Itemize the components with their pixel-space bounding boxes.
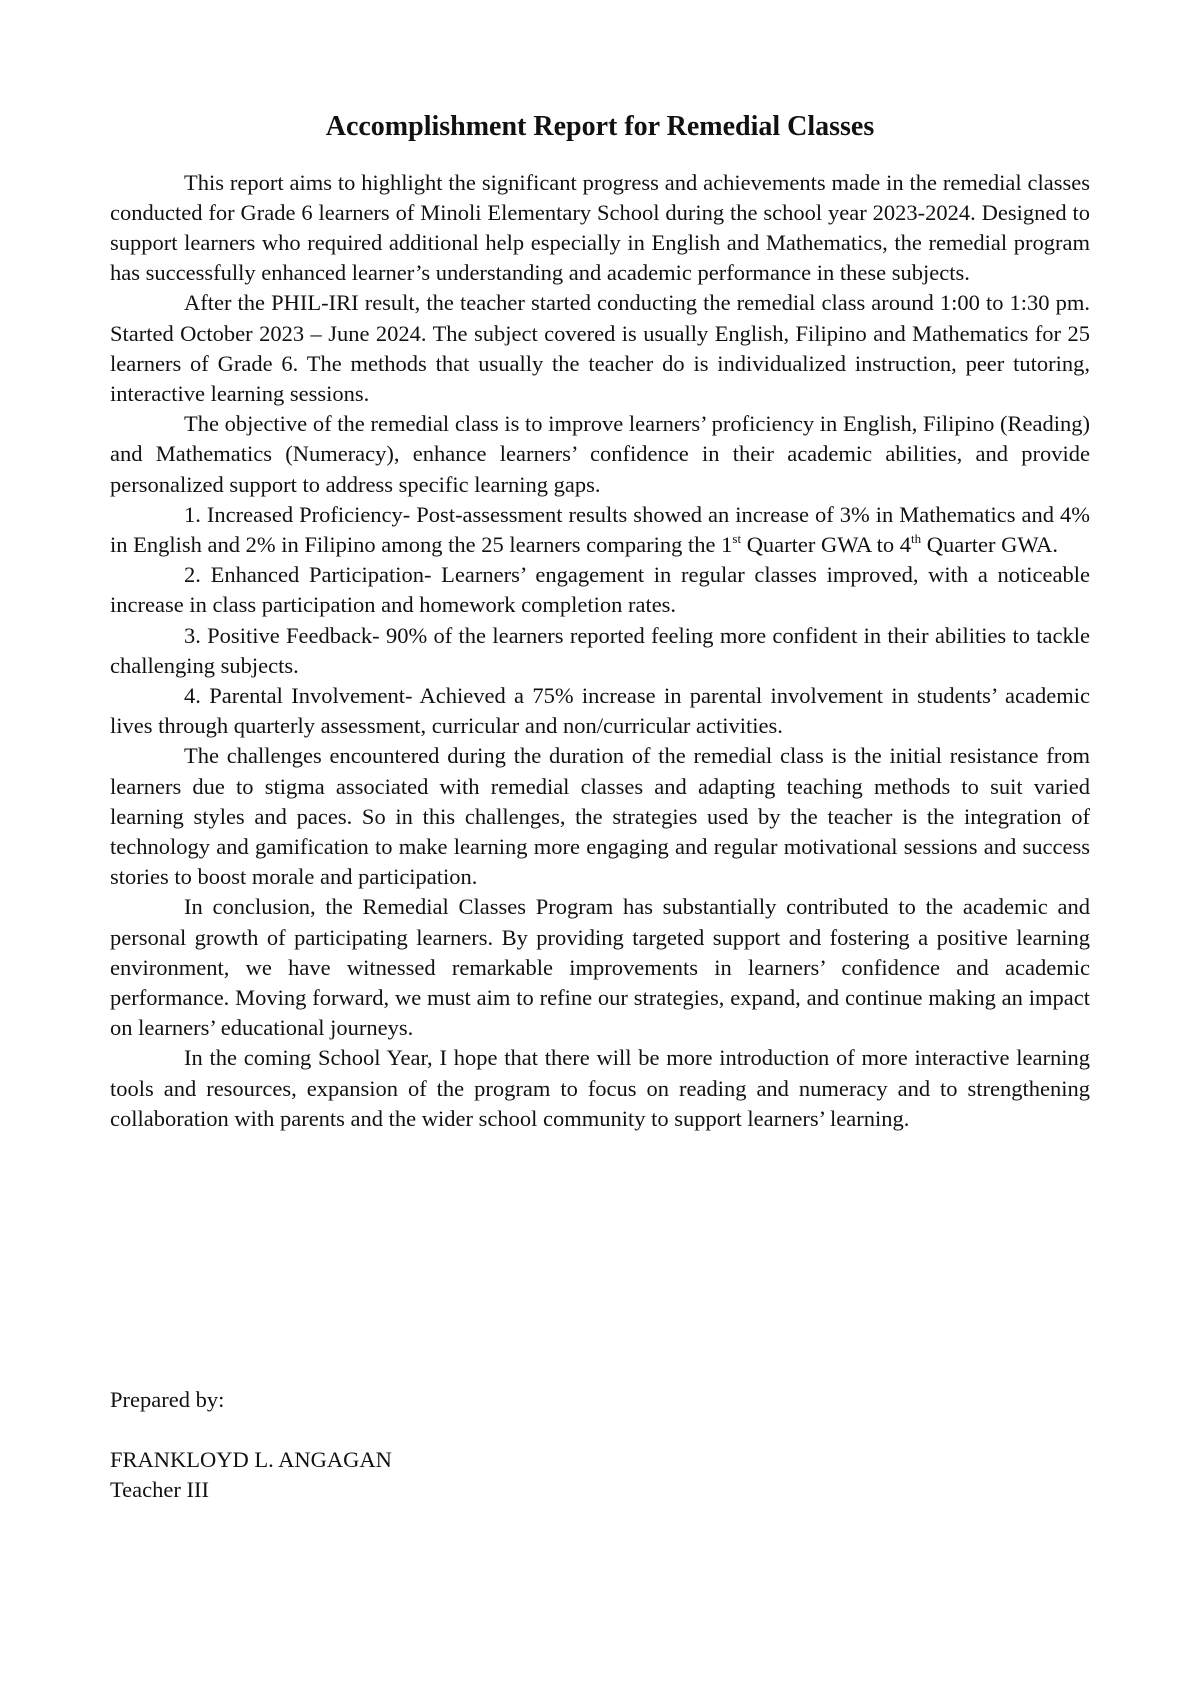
item1-text-start: 1. Increased Proficiency- Post-assessment results showed an increase of 3% in Mathematics and 4% in English and 2% in Filipino among the 25 learners comparing the 1 xyxy=(110,501,1090,558)
item1-text-end: Quarter GWA. xyxy=(921,532,1058,558)
preparer-position: Teacher III xyxy=(110,1477,209,1503)
item1-text-middle: Quarter GWA to 4 xyxy=(741,532,912,558)
future-plans-paragraph: In the coming School Year, I hope that there will be more introduction of more interactive learning tools and resources, expansion of the program to focus on reading and numeracy and to strengthening collaboration with parents and the wider school community to support learners’ learning. xyxy=(110,1045,1090,1131)
document-body xyxy=(110,168,1090,1135)
schedule-paragraph: After the PHIL-IRI result, the teacher started conducting the remedial class around 1:00 to 1:30 pm. Started October 2023 – June 2024. The subject covered is usually English, Filipino and Mathematics for 25 learners of Grade 6. The methods that usually the teacher do is individualized instruction, peer tutoring, interactive learning sessions. xyxy=(110,290,1090,407)
superscript-fourth: th xyxy=(911,531,922,547)
accomplishment-item-3: 3. Positive Feedback- 90% of the learners reported feeling more confident in their abilities to tackle challenging subjects. xyxy=(110,622,1090,678)
accomplishment-item-4: 4. Parental Involvement- Achieved a 75% increase in parental involvement in students’ academic lives through quarterly assessment, curricular and non/curricular activities. xyxy=(110,683,1090,739)
signature-block xyxy=(110,1385,392,1506)
preparer-name: FRANKLOYD L. ANGAGAN xyxy=(110,1447,392,1473)
objective-paragraph: The objective of the remedial class is to improve learners’ proficiency in English, Filipino (Reading) and Mathematics (Numeracy), enhance learners’ confidence in their academic abilities, and provide personalized support to address specific learning gaps. xyxy=(110,411,1090,497)
conclusion-paragraph: In conclusion, the Remedial Classes Program has substantially contributed to the academic and personal growth of participating learners. By providing targeted support and fostering a positive learning environment, we have witnessed remarkable improvements in learners’ confidence and academic performance. Moving forward, we must aim to refine our strategies, expand, and continue making an impact on learners’ educational journeys. xyxy=(110,894,1090,1041)
accomplishment-item-2: 2. Enhanced Participation- Learners’ engagement in regular classes improved, with a noticeable increase in class participation and homework completion rates. xyxy=(110,562,1090,618)
document-title: Accomplishment Report for Remedial Classes xyxy=(325,111,875,142)
intro-paragraph: This report aims to highlight the significant progress and achievements made in the remedial classes conducted for Grade 6 learners of Minoli Elementary School during the school year 2023-2024. Designed to support learners who required additional help especially in English and Mathematics, the remedial program has successfully enhanced learner’s understanding and academic performance in these subjects. xyxy=(110,169,1090,286)
challenges-paragraph: The challenges encountered during the duration of the remedial class is the initial resistance from learners due to stigma associated with remedial classes and adapting teaching methods to suit varied learning styles and paces. So in this challenges, the strategies used by the teacher is the integration of technology and gamification to make learning more engaging and regular motivational sessions and success stories to boost morale and participation. xyxy=(110,743,1090,890)
superscript-first: st xyxy=(732,531,742,547)
prepared-by-label: Prepared by: xyxy=(110,1387,225,1412)
accomplishment-item-1 xyxy=(110,500,1090,560)
